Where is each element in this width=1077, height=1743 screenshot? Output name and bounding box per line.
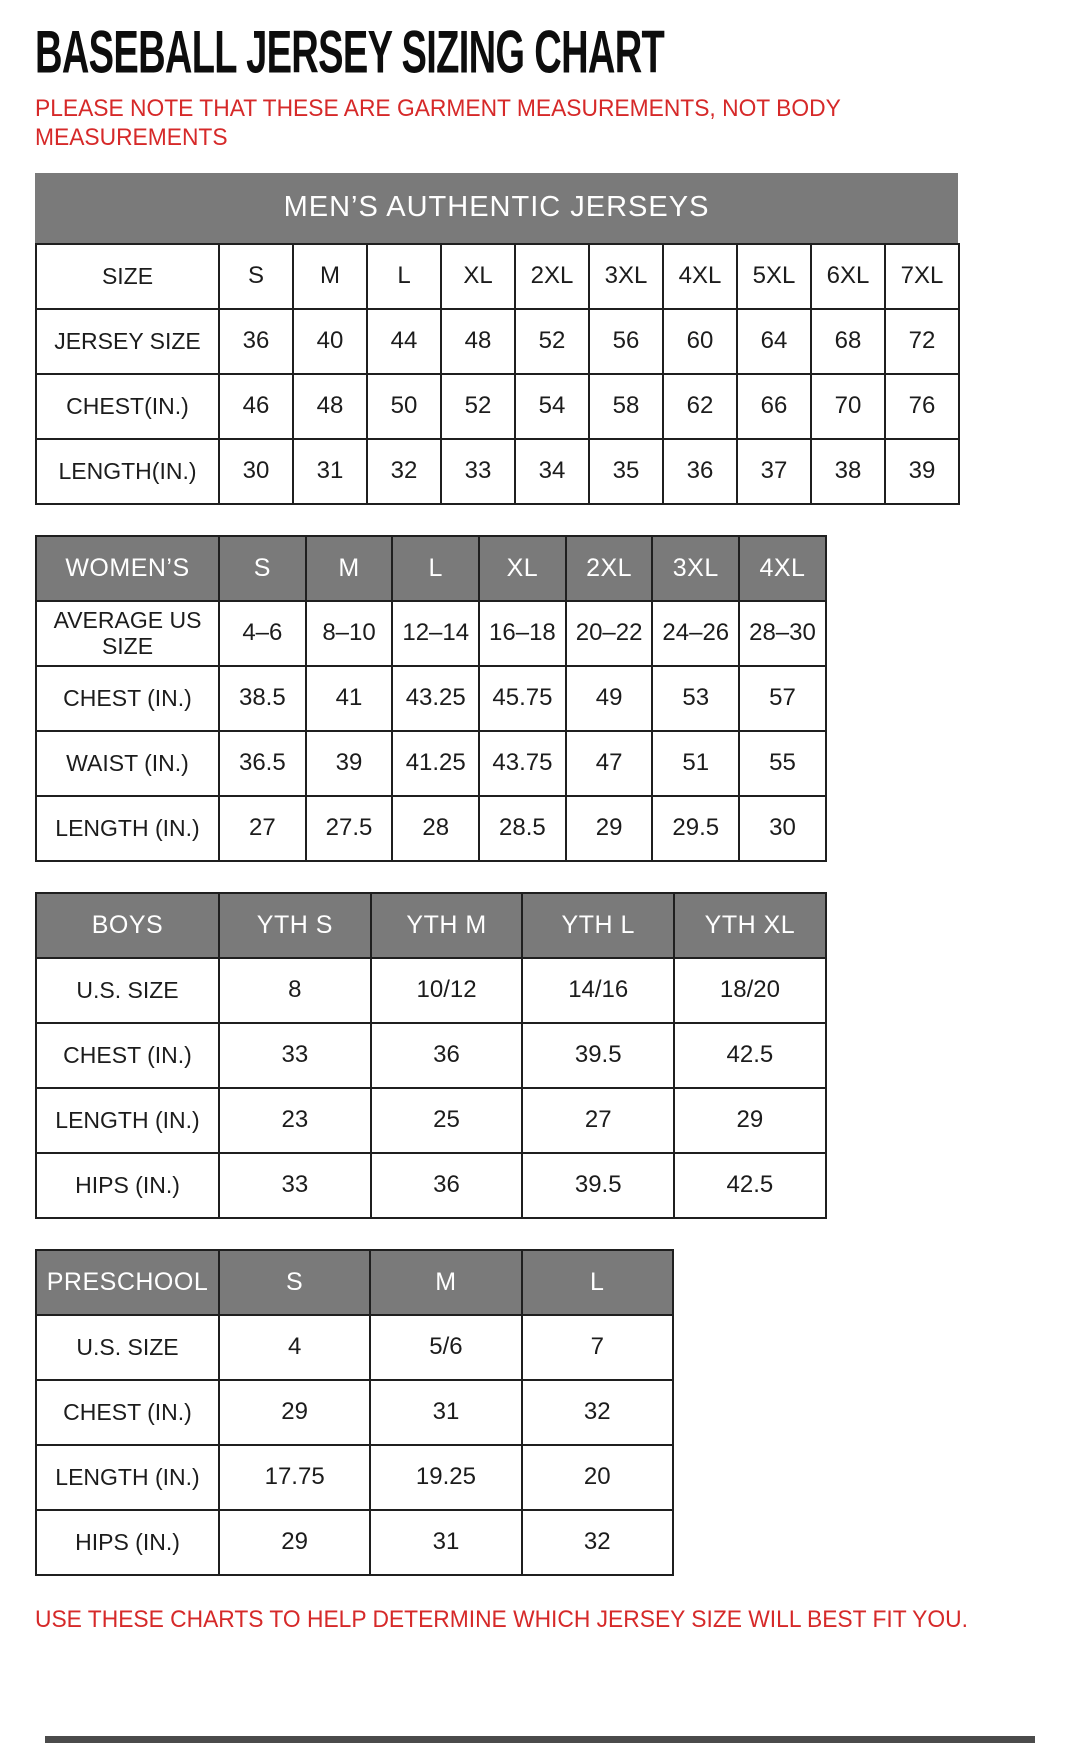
- cell: 28: [392, 796, 479, 861]
- table-row: [36, 374, 959, 439]
- cell: 38.5: [219, 666, 306, 731]
- cell: 51: [652, 731, 739, 796]
- cell: 62: [663, 374, 737, 439]
- row-label: HIPS (IN.): [36, 1153, 219, 1218]
- row-label: SIZE: [36, 244, 219, 309]
- mens-table: [35, 173, 1077, 505]
- table-row: [36, 1023, 826, 1088]
- cell: 7XL: [885, 244, 959, 309]
- cell: 3XL: [589, 244, 663, 309]
- cell: 29.5: [652, 796, 739, 861]
- table-row: [36, 666, 826, 731]
- cell: 4: [219, 1315, 370, 1380]
- cell: 32: [522, 1510, 673, 1575]
- cell: M: [293, 244, 367, 309]
- row-label: CHEST (IN.): [36, 1023, 219, 1088]
- table-row: [36, 309, 959, 374]
- cell: 41: [306, 666, 393, 731]
- cell: 38: [811, 439, 885, 504]
- table-row: [36, 439, 959, 504]
- row-label: AVERAGE US SIZE: [36, 601, 219, 666]
- cell: 18/20: [674, 958, 826, 1023]
- header-label: PRESCHOOL: [36, 1250, 219, 1315]
- cell: 19.25: [370, 1445, 521, 1510]
- cell: 28–30: [739, 601, 826, 666]
- cell: 43.75: [479, 731, 566, 796]
- cell: 17.75: [219, 1445, 370, 1510]
- cell: 36: [663, 439, 737, 504]
- cell: 56: [589, 309, 663, 374]
- cell: 60: [663, 309, 737, 374]
- table-row: [36, 1510, 673, 1575]
- row-label: U.S. SIZE: [36, 1315, 219, 1380]
- cell: 47: [566, 731, 653, 796]
- boys-grid: [35, 892, 827, 1219]
- cell: 44: [367, 309, 441, 374]
- header-cell: S: [219, 536, 306, 601]
- boys-table: [35, 892, 1077, 1219]
- header-cell: 4XL: [739, 536, 826, 601]
- row-label: HIPS (IN.): [36, 1510, 219, 1575]
- cell: 30: [739, 796, 826, 861]
- row-label: CHEST (IN.): [36, 1380, 219, 1445]
- womens-table: [35, 535, 1077, 862]
- cell: 46: [219, 374, 293, 439]
- cropped-bottom-bar: [45, 1736, 1035, 1743]
- cell: 31: [370, 1380, 521, 1445]
- header-cell: M: [306, 536, 393, 601]
- cell: 33: [441, 439, 515, 504]
- table-row: [36, 958, 826, 1023]
- row-label: LENGTH(IN.): [36, 439, 219, 504]
- row-label: CHEST (IN.): [36, 666, 219, 731]
- header-cell: YTH L: [522, 893, 674, 958]
- cell: S: [219, 244, 293, 309]
- cell: 55: [739, 731, 826, 796]
- table-row: [36, 1445, 673, 1510]
- cell: 29: [566, 796, 653, 861]
- table-row: [36, 731, 826, 796]
- table-row: [36, 244, 959, 309]
- cell: 39: [885, 439, 959, 504]
- cell: 52: [515, 309, 589, 374]
- header-cell: 3XL: [652, 536, 739, 601]
- header-cell: 2XL: [566, 536, 653, 601]
- cell: 12–14: [392, 601, 479, 666]
- cell: 30: [219, 439, 293, 504]
- cell: L: [367, 244, 441, 309]
- cell: 76: [885, 374, 959, 439]
- table-row: [36, 796, 826, 861]
- cell: 43.25: [392, 666, 479, 731]
- cell: 28.5: [479, 796, 566, 861]
- cell: 6XL: [811, 244, 885, 309]
- garment-note-inner: PLEASE NOTE THAT THESE ARE GARMENT MEASUREMENTS, NOT BODY MEASUREMENTS: [35, 95, 841, 152]
- cell: 16–18: [479, 601, 566, 666]
- cell: XL: [441, 244, 515, 309]
- cell: 42.5: [674, 1023, 826, 1088]
- cell: 36.5: [219, 731, 306, 796]
- row-label: LENGTH (IN.): [36, 1088, 219, 1153]
- cell: 25: [371, 1088, 523, 1153]
- cell: 48: [293, 374, 367, 439]
- cell: 14/16: [522, 958, 674, 1023]
- table-row: [36, 1153, 826, 1218]
- header-cell: XL: [479, 536, 566, 601]
- cell: 10/12: [371, 958, 523, 1023]
- header-cell: L: [522, 1250, 673, 1315]
- header-cell: L: [392, 536, 479, 601]
- table-row: [36, 1088, 826, 1153]
- row-label: LENGTH (IN.): [36, 796, 219, 861]
- footer-text: [35, 1606, 1077, 1634]
- header-row: [36, 1250, 673, 1315]
- cell: 20: [522, 1445, 673, 1510]
- cell: 42.5: [674, 1153, 826, 1218]
- header-cell: YTH S: [219, 893, 371, 958]
- table-row: [36, 601, 826, 666]
- header-cell: S: [219, 1250, 370, 1315]
- womens-grid: [35, 535, 827, 862]
- cell: 31: [370, 1510, 521, 1575]
- cell: 36: [371, 1153, 523, 1218]
- table-row: [36, 1315, 673, 1380]
- cell: 68: [811, 309, 885, 374]
- header-label: WOMEN’S: [36, 536, 219, 601]
- cell: 39: [306, 731, 393, 796]
- cell: 32: [522, 1380, 673, 1445]
- cell: 29: [674, 1088, 826, 1153]
- mens-banner: MEN’S AUTHENTIC JERSEYS: [35, 173, 958, 243]
- preschool-grid: [35, 1249, 674, 1576]
- cell: 23: [219, 1088, 371, 1153]
- mens-grid: [35, 243, 960, 505]
- cell: 33: [219, 1153, 371, 1218]
- cell: 29: [219, 1380, 370, 1445]
- page-title: [35, 17, 1077, 86]
- cell: 39.5: [522, 1153, 674, 1218]
- cell: 66: [737, 374, 811, 439]
- cell: 8: [219, 958, 371, 1023]
- cell: 49: [566, 666, 653, 731]
- cell: 5XL: [737, 244, 811, 309]
- row-label: U.S. SIZE: [36, 958, 219, 1023]
- cell: 64: [737, 309, 811, 374]
- cell: 33: [219, 1023, 371, 1088]
- cell: 70: [811, 374, 885, 439]
- cell: 35: [589, 439, 663, 504]
- cell: 32: [367, 439, 441, 504]
- cell: 27.5: [306, 796, 393, 861]
- header-row: [36, 536, 826, 601]
- cell: 34: [515, 439, 589, 504]
- cell: 41.25: [392, 731, 479, 796]
- preschool-table: [35, 1249, 1077, 1576]
- header-cell: YTH M: [371, 893, 523, 958]
- cell: 58: [589, 374, 663, 439]
- cell: 50: [367, 374, 441, 439]
- cell: 72: [885, 309, 959, 374]
- row-label: WAIST (IN.): [36, 731, 219, 796]
- cell: 53: [652, 666, 739, 731]
- cell: 27: [522, 1088, 674, 1153]
- cell: 5/6: [370, 1315, 521, 1380]
- header-cell: M: [370, 1250, 521, 1315]
- cell: 27: [219, 796, 306, 861]
- cell: 54: [515, 374, 589, 439]
- cell: 7: [522, 1315, 673, 1380]
- header-label: BOYS: [36, 893, 219, 958]
- garment-note-text: [35, 94, 935, 153]
- row-label: LENGTH (IN.): [36, 1445, 219, 1510]
- cell: 31: [293, 439, 367, 504]
- cell: 24–26: [652, 601, 739, 666]
- row-label: JERSEY SIZE: [36, 309, 219, 374]
- cell: 2XL: [515, 244, 589, 309]
- cell: 20–22: [566, 601, 653, 666]
- cell: 39.5: [522, 1023, 674, 1088]
- cell: 52: [441, 374, 515, 439]
- cell: 40: [293, 309, 367, 374]
- footer-text-inner: USE THESE CHARTS TO HELP DETERMINE WHICH JERSEY SIZE WILL BEST FIT YOU.: [35, 1605, 968, 1633]
- header-row: [36, 893, 826, 958]
- cell: 45.75: [479, 666, 566, 731]
- cell: 4XL: [663, 244, 737, 309]
- row-label: CHEST(IN.): [36, 374, 219, 439]
- cell: 57: [739, 666, 826, 731]
- cell: 8–10: [306, 601, 393, 666]
- page-title-text: BASEBALL JERSEY SIZING CHART: [35, 17, 665, 86]
- cell: 4–6: [219, 601, 306, 666]
- cell: 48: [441, 309, 515, 374]
- cell: 29: [219, 1510, 370, 1575]
- header-cell: YTH XL: [674, 893, 826, 958]
- cell: 36: [219, 309, 293, 374]
- cell: 36: [371, 1023, 523, 1088]
- cell: 37: [737, 439, 811, 504]
- table-row: [36, 1380, 673, 1445]
